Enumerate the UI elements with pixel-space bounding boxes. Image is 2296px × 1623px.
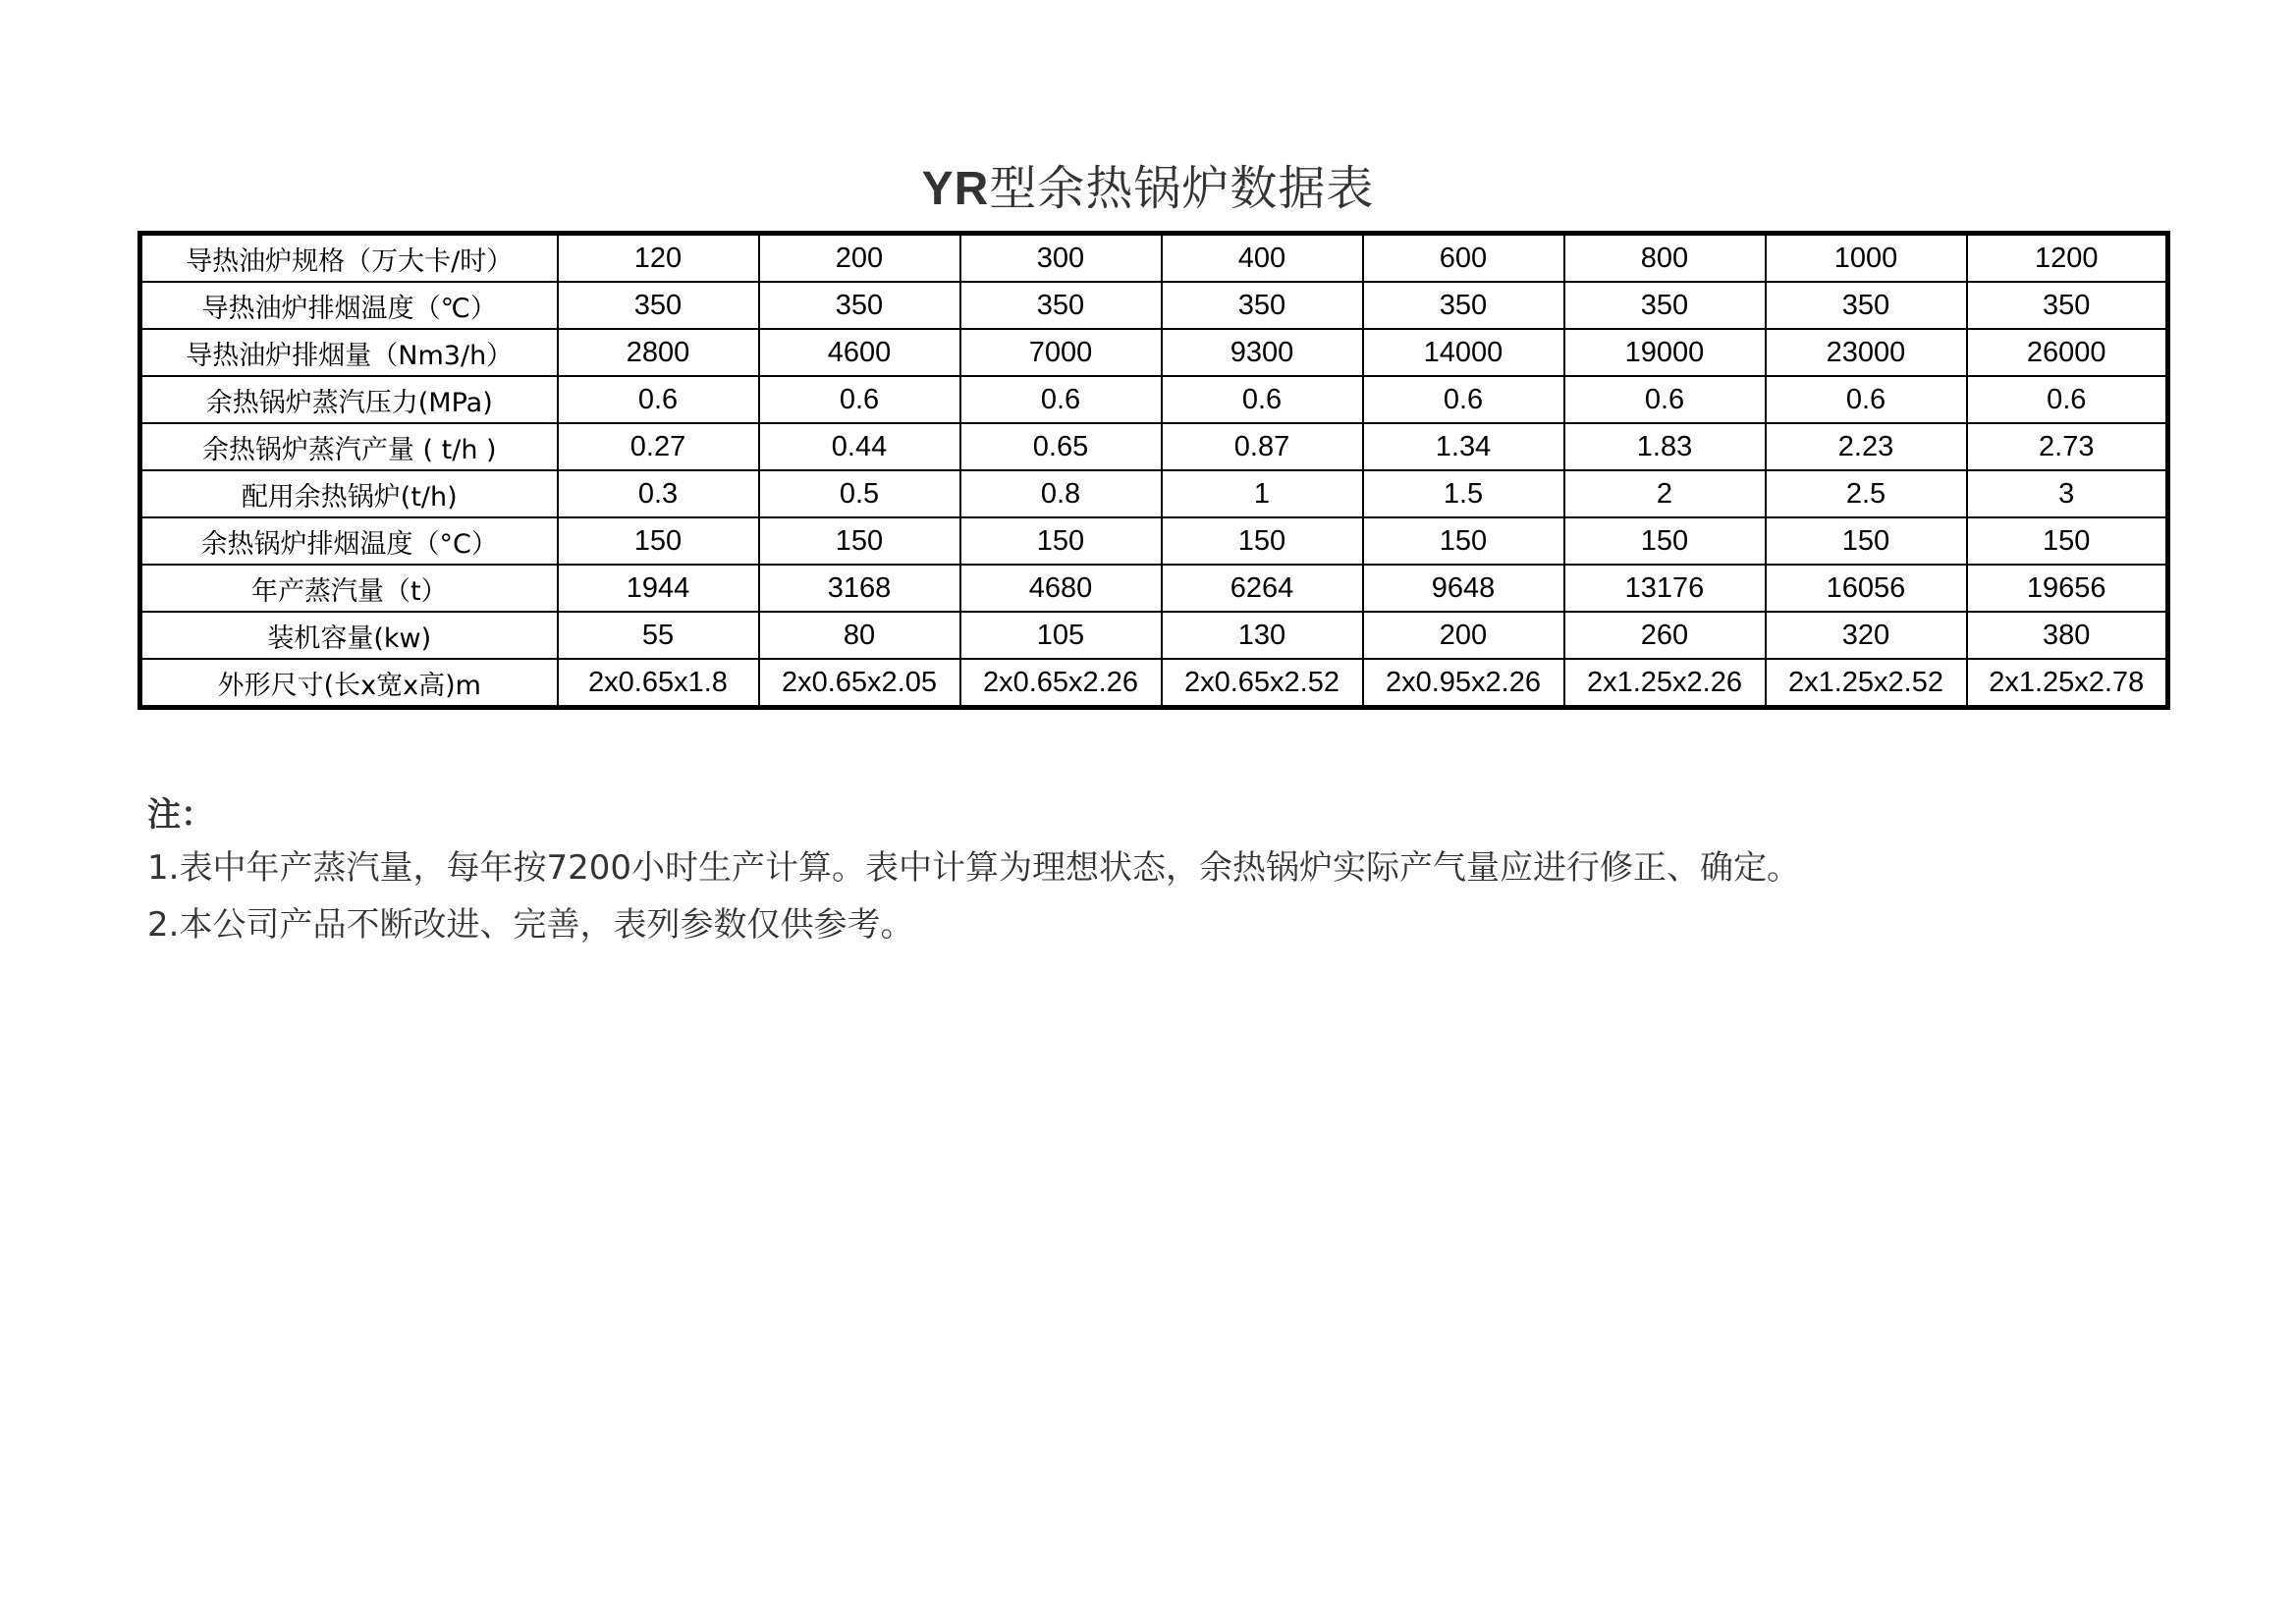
notes-section [147, 790, 2210, 953]
row-label: 余热锅炉排烟温度（°C） [140, 517, 558, 565]
table-cell: 2.23 [1766, 423, 1967, 470]
table-cell: 350 [558, 282, 759, 329]
table-cell: 3168 [759, 565, 960, 612]
table-row [140, 517, 2168, 565]
row-label: 配用余热锅炉(t/h) [140, 470, 558, 517]
table-cell: 13176 [1564, 565, 1766, 612]
row-label: 导热油炉排烟温度（℃） [140, 282, 558, 329]
table-cell: 1.34 [1363, 423, 1564, 470]
table-cell: 350 [1766, 282, 1967, 329]
table-cell: 2800 [558, 329, 759, 376]
table-cell: 0.6 [1363, 376, 1564, 423]
table-cell: 300 [960, 234, 1162, 283]
table-cell: 200 [1363, 612, 1564, 659]
table-cell: 2x1.25x2.52 [1766, 659, 1967, 708]
table-cell: 350 [1162, 282, 1363, 329]
table-cell: 150 [1967, 517, 2168, 565]
table-cell: 0.87 [1162, 423, 1363, 470]
table-cell: 350 [960, 282, 1162, 329]
table-cell: 260 [1564, 612, 1766, 659]
table-cell: 0.8 [960, 470, 1162, 517]
table-cell: 150 [1766, 517, 1967, 565]
table-cell: 1 [1162, 470, 1363, 517]
table-row [140, 612, 2168, 659]
table-row [140, 376, 2168, 423]
table-cell: 2x0.65x2.26 [960, 659, 1162, 708]
table-cell: 150 [1363, 517, 1564, 565]
table-cell: 55 [558, 612, 759, 659]
page-title [0, 159, 2296, 219]
table-cell: 380 [1967, 612, 2168, 659]
table-cell: 19000 [1564, 329, 1766, 376]
table-cell: 800 [1564, 234, 1766, 283]
table-row [140, 470, 2168, 517]
table-body [140, 234, 2168, 708]
table-cell: 105 [960, 612, 1162, 659]
table-row [140, 234, 2168, 283]
table-cell: 350 [1363, 282, 1564, 329]
note-line-1: 1.表中年产蒸汽量，每年按7200小时生产计算。表中计算为理想状态，余热锅炉实际产气量应进行修正、确定。 [147, 848, 1800, 888]
table-cell: 1.5 [1363, 470, 1564, 517]
table-cell: 1000 [1766, 234, 1967, 283]
table-cell: 0.6 [960, 376, 1162, 423]
row-label: 余热锅炉蒸汽压力(MPa) [140, 376, 558, 423]
table-cell: 23000 [1766, 329, 1967, 376]
table-cell: 2x0.65x1.8 [558, 659, 759, 708]
table-cell: 150 [1162, 517, 1363, 565]
table-cell: 9300 [1162, 329, 1363, 376]
table-row [140, 282, 2168, 329]
table-cell: 150 [759, 517, 960, 565]
table-cell: 400 [1162, 234, 1363, 283]
table-cell: 120 [558, 234, 759, 283]
table-cell: 2.5 [1766, 470, 1967, 517]
row-label: 外形尺寸(长x宽x高)m [140, 659, 558, 708]
title-prefix: YR [921, 163, 990, 215]
table-cell: 600 [1363, 234, 1564, 283]
table-cell: 80 [759, 612, 960, 659]
table-cell: 1944 [558, 565, 759, 612]
table-cell: 19656 [1967, 565, 2168, 612]
table-cell: 2x0.95x2.26 [1363, 659, 1564, 708]
table-cell: 200 [759, 234, 960, 283]
table-cell: 2x0.65x2.52 [1162, 659, 1363, 708]
note-line-2: 2.本公司产品不断改进、完善，表列参数仅供参考。 [147, 905, 914, 945]
table-cell: 1.83 [1564, 423, 1766, 470]
table-cell: 6264 [1162, 565, 1363, 612]
table-cell: 350 [759, 282, 960, 329]
table-cell: 2.73 [1967, 423, 2168, 470]
table-cell: 0.6 [759, 376, 960, 423]
table-cell: 4600 [759, 329, 960, 376]
table-cell: 2x1.25x2.78 [1967, 659, 2168, 708]
notes-heading: 注： [147, 795, 214, 835]
row-label: 导热油炉规格（万大卡/时） [140, 234, 558, 283]
table-row [140, 565, 2168, 612]
table-cell: 1200 [1967, 234, 2168, 283]
row-label: 导热油炉排烟量（Nm3/h） [140, 329, 558, 376]
title-text: 型余热锅炉数据表 [989, 161, 1375, 216]
table-cell: 320 [1766, 612, 1967, 659]
table-cell: 26000 [1967, 329, 2168, 376]
table-cell: 0.3 [558, 470, 759, 517]
table-cell: 16056 [1766, 565, 1967, 612]
row-label: 装机容量(kw) [140, 612, 558, 659]
table-cell: 150 [1564, 517, 1766, 565]
row-label: 年产蒸汽量（t） [140, 565, 558, 612]
table-cell: 0.6 [1162, 376, 1363, 423]
table-cell: 4680 [960, 565, 1162, 612]
table-cell: 9648 [1363, 565, 1564, 612]
table-cell: 150 [960, 517, 1162, 565]
table-cell: 350 [1967, 282, 2168, 329]
boiler-data-table [137, 231, 2170, 710]
table-cell: 3 [1967, 470, 2168, 517]
table-cell: 350 [1564, 282, 1766, 329]
table-cell: 130 [1162, 612, 1363, 659]
row-label: 余热锅炉蒸汽产量 ( t/h ) [140, 423, 558, 470]
table-row [140, 659, 2168, 708]
table-cell: 0.6 [1967, 376, 2168, 423]
table-cell: 0.5 [759, 470, 960, 517]
table-cell: 150 [558, 517, 759, 565]
table-cell: 2x0.65x2.05 [759, 659, 960, 708]
table-cell: 0.65 [960, 423, 1162, 470]
table-cell: 0.44 [759, 423, 960, 470]
table-cell: 0.6 [558, 376, 759, 423]
table-cell: 0.27 [558, 423, 759, 470]
table-row [140, 423, 2168, 470]
table-cell: 7000 [960, 329, 1162, 376]
table-cell: 14000 [1363, 329, 1564, 376]
table-cell: 2x1.25x2.26 [1564, 659, 1766, 708]
table-cell: 0.6 [1766, 376, 1967, 423]
table-row [140, 329, 2168, 376]
table-cell: 0.6 [1564, 376, 1766, 423]
table-cell: 2 [1564, 470, 1766, 517]
